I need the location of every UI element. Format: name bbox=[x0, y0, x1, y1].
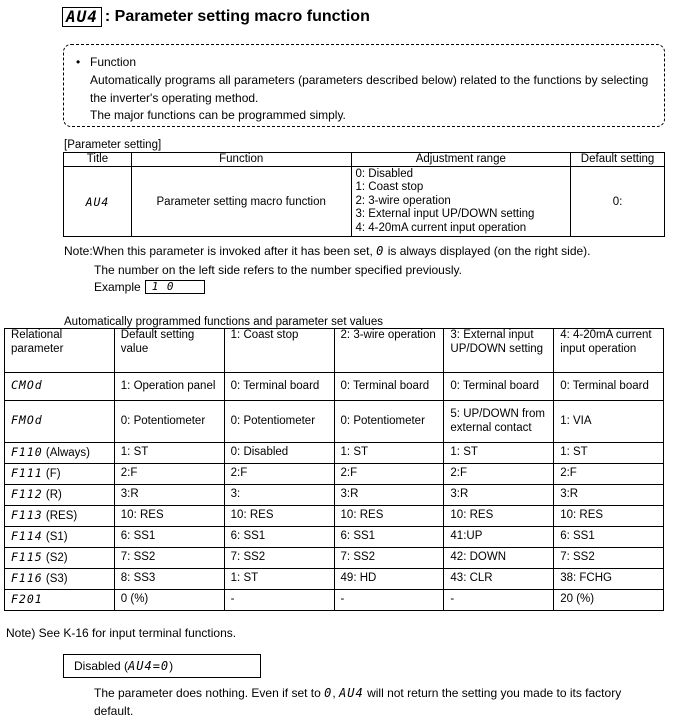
table-row bbox=[5, 464, 664, 485]
value-cell: 10: RES bbox=[224, 506, 334, 527]
relational-parameter-cell bbox=[5, 548, 115, 569]
parameter-code: F114 bbox=[11, 528, 43, 543]
header-cell: Default setting value bbox=[114, 329, 224, 373]
note-text: is always displayed (on the right side). bbox=[384, 244, 591, 258]
value-cell: 2:F bbox=[114, 464, 224, 485]
value-cell: 10: RES bbox=[334, 506, 444, 527]
range-option: 1: Coast stop bbox=[355, 181, 424, 194]
table-row bbox=[5, 485, 664, 506]
parameter-code: F201 bbox=[11, 591, 43, 606]
table-row bbox=[5, 506, 664, 527]
table-row bbox=[5, 527, 664, 548]
value-cell: 2:F bbox=[224, 464, 334, 485]
value-cell: 38: FCHG bbox=[554, 569, 664, 590]
value-cell: 1: ST bbox=[114, 443, 224, 464]
header-cell: 2: 3-wire operation bbox=[334, 329, 444, 373]
parameter-setting-table bbox=[63, 152, 665, 237]
parameter-code: F113 bbox=[11, 507, 43, 522]
value-cell: 0: Potentiometer bbox=[334, 401, 444, 443]
value-cell: 1: Operation panel bbox=[114, 373, 224, 401]
header-cell: 4: 4-20mA current input operation bbox=[554, 329, 664, 373]
header-function: Function bbox=[131, 153, 351, 167]
header-cell: 3: External input UP/DOWN setting bbox=[444, 329, 554, 373]
parameter-suffix: (S3) bbox=[42, 572, 68, 585]
function-heading: Function bbox=[90, 55, 137, 69]
parameter-code: F112 bbox=[11, 486, 43, 501]
example-display-box: 1 0 bbox=[145, 280, 205, 294]
value-cell: 7: SS2 bbox=[334, 548, 444, 569]
value-cell: 0: Potentiometer bbox=[224, 401, 334, 443]
parameter-code: F115 bbox=[11, 549, 43, 564]
page-title bbox=[62, 6, 370, 28]
parameter-code: F116 bbox=[11, 570, 43, 585]
parameter-suffix: (S2) bbox=[42, 551, 68, 564]
range-option: 2: 3-wire operation bbox=[355, 194, 451, 207]
value-cell: - bbox=[224, 590, 334, 611]
value-cell: 10: RES bbox=[444, 506, 554, 527]
note-code: 0 bbox=[376, 244, 385, 258]
value-cell: 3:R bbox=[554, 485, 664, 506]
parameter-suffix: (S1) bbox=[42, 530, 68, 543]
note-text: Note:When this parameter is invoked after it has been set, bbox=[64, 244, 377, 258]
header-adjustment-range: Adjustment range bbox=[351, 153, 571, 167]
relational-parameter-cell bbox=[5, 506, 115, 527]
parameter-code: F110 bbox=[11, 444, 43, 459]
function-line: The major functions can be programmed simply. bbox=[90, 108, 346, 122]
value-cell: 20 (%) bbox=[554, 590, 664, 611]
relational-parameter-cell bbox=[5, 590, 115, 611]
value-cell: 2:F bbox=[444, 464, 554, 485]
value-cell: 0: Disabled bbox=[224, 443, 334, 464]
value-cell: 7: SS2 bbox=[224, 548, 334, 569]
value-cell: 0: Terminal board bbox=[554, 373, 664, 401]
value-cell: 1: ST bbox=[224, 569, 334, 590]
row-default-setting: 0: bbox=[571, 167, 665, 237]
parameter-suffix: (RES) bbox=[42, 509, 78, 522]
value-cell: 0: Terminal board bbox=[334, 373, 444, 401]
value-cell: - bbox=[334, 590, 444, 611]
value-cell: 2:F bbox=[334, 464, 444, 485]
terminal-note: Note) See K-16 for input terminal functions. bbox=[6, 626, 237, 640]
value-cell: 10: RES bbox=[554, 506, 664, 527]
parameter-suffix: (Always) bbox=[42, 446, 90, 459]
value-cell: 1: ST bbox=[334, 443, 444, 464]
parameter-code: CMOd bbox=[11, 378, 43, 393]
value-cell: 6: SS1 bbox=[224, 527, 334, 548]
value-cell: 49: HD bbox=[334, 569, 444, 590]
disabled-label: ) bbox=[169, 659, 174, 673]
value-cell: 2:F bbox=[554, 464, 664, 485]
parameter-setting-label: [Parameter setting] bbox=[64, 139, 162, 151]
table-header-row bbox=[64, 153, 665, 167]
relational-parameter-cell bbox=[5, 373, 115, 401]
table-row bbox=[5, 373, 664, 401]
disabled-label: Disabled ( bbox=[74, 659, 129, 673]
disabled-desc-code: AU4 bbox=[339, 686, 364, 700]
relational-parameter-cell bbox=[5, 464, 115, 485]
example-label: Example bbox=[94, 280, 141, 294]
table-row bbox=[64, 167, 665, 237]
value-cell: 1: VIA bbox=[554, 401, 664, 443]
value-cell: 0: Potentiometer bbox=[114, 401, 224, 443]
value-cell: 8: SS3 bbox=[114, 569, 224, 590]
range-option: 4: 4-20mA current input operation bbox=[355, 221, 527, 234]
function-line: Automatically programs all parameters (parameters described below) related to the functions by selecting bbox=[90, 73, 649, 87]
parameter-suffix: (F) bbox=[42, 467, 61, 480]
value-cell: 41:UP bbox=[444, 527, 554, 548]
table-row bbox=[5, 569, 664, 590]
header-default-setting: Default setting bbox=[571, 153, 665, 167]
relational-parameter-cell bbox=[5, 485, 115, 506]
value-cell: 0: Terminal board bbox=[224, 373, 334, 401]
value-cell: 5: UP/DOWN from external contact bbox=[444, 401, 554, 443]
value-cell: 3:R bbox=[114, 485, 224, 506]
note-line: The number on the left side refers to the number specified previously. bbox=[94, 263, 462, 277]
table-header-row bbox=[5, 329, 664, 373]
relational-parameter-cell bbox=[5, 527, 115, 548]
row-title-code: AU4 bbox=[64, 167, 132, 237]
disabled-desc-code: 0 bbox=[324, 686, 333, 700]
value-cell: 42: DOWN bbox=[444, 548, 554, 569]
header-title: Title bbox=[64, 153, 132, 167]
value-cell: 6: SS1 bbox=[554, 527, 664, 548]
value-cell: 3:R bbox=[334, 485, 444, 506]
title-parameter-code: AU4 bbox=[62, 7, 102, 27]
disabled-code: AU4=0 bbox=[128, 659, 170, 673]
value-cell: 6: SS1 bbox=[334, 527, 444, 548]
value-cell: - bbox=[444, 590, 554, 611]
disabled-heading-box bbox=[63, 654, 261, 678]
header-cell: 1: Coast stop bbox=[224, 329, 334, 373]
disabled-desc-text: will not return the setting you made to its factory default. bbox=[94, 686, 622, 718]
title-text: : Parameter setting macro function bbox=[104, 8, 370, 25]
table-row bbox=[5, 443, 664, 464]
value-cell: 1: ST bbox=[554, 443, 664, 464]
table-row bbox=[5, 590, 664, 611]
table-row bbox=[5, 548, 664, 569]
parameter-code: FMOd bbox=[11, 413, 43, 428]
value-cell: 3: bbox=[224, 485, 334, 506]
parameter-suffix: (R) bbox=[42, 488, 62, 501]
note-line bbox=[64, 244, 591, 258]
table-row bbox=[5, 401, 664, 443]
relational-parameter-cell bbox=[5, 569, 115, 590]
row-function: Parameter setting macro function bbox=[131, 167, 351, 237]
value-cell: 7: SS2 bbox=[554, 548, 664, 569]
value-cell: 10: RES bbox=[114, 506, 224, 527]
example-row bbox=[94, 280, 205, 294]
row-adjustment-range bbox=[351, 167, 571, 237]
disabled-desc-text: , bbox=[332, 686, 340, 700]
parameter-code: F111 bbox=[11, 465, 43, 480]
function-bullet: • bbox=[76, 55, 81, 69]
header-cell: Relational parameter bbox=[5, 329, 115, 373]
value-cell: 7: SS2 bbox=[114, 548, 224, 569]
range-option: 0: Disabled bbox=[355, 167, 414, 180]
auto-programmed-table bbox=[4, 328, 664, 611]
relational-parameter-cell bbox=[5, 443, 115, 464]
disabled-desc-text: The parameter does nothing. Even if set to bbox=[94, 686, 325, 700]
auto-table-label: Automatically programmed functions and parameter set values bbox=[64, 316, 383, 328]
range-option: 3: External input UP/DOWN setting bbox=[355, 208, 535, 221]
value-cell: 6: SS1 bbox=[114, 527, 224, 548]
relational-parameter-cell bbox=[5, 401, 115, 443]
value-cell: 0 (%) bbox=[114, 590, 224, 611]
function-line: the inverter's operating method. bbox=[90, 91, 259, 105]
value-cell: 3:R bbox=[444, 485, 554, 506]
value-cell: 1: ST bbox=[444, 443, 554, 464]
value-cell: 0: Terminal board bbox=[444, 373, 554, 401]
value-cell: 43: CLR bbox=[444, 569, 554, 590]
